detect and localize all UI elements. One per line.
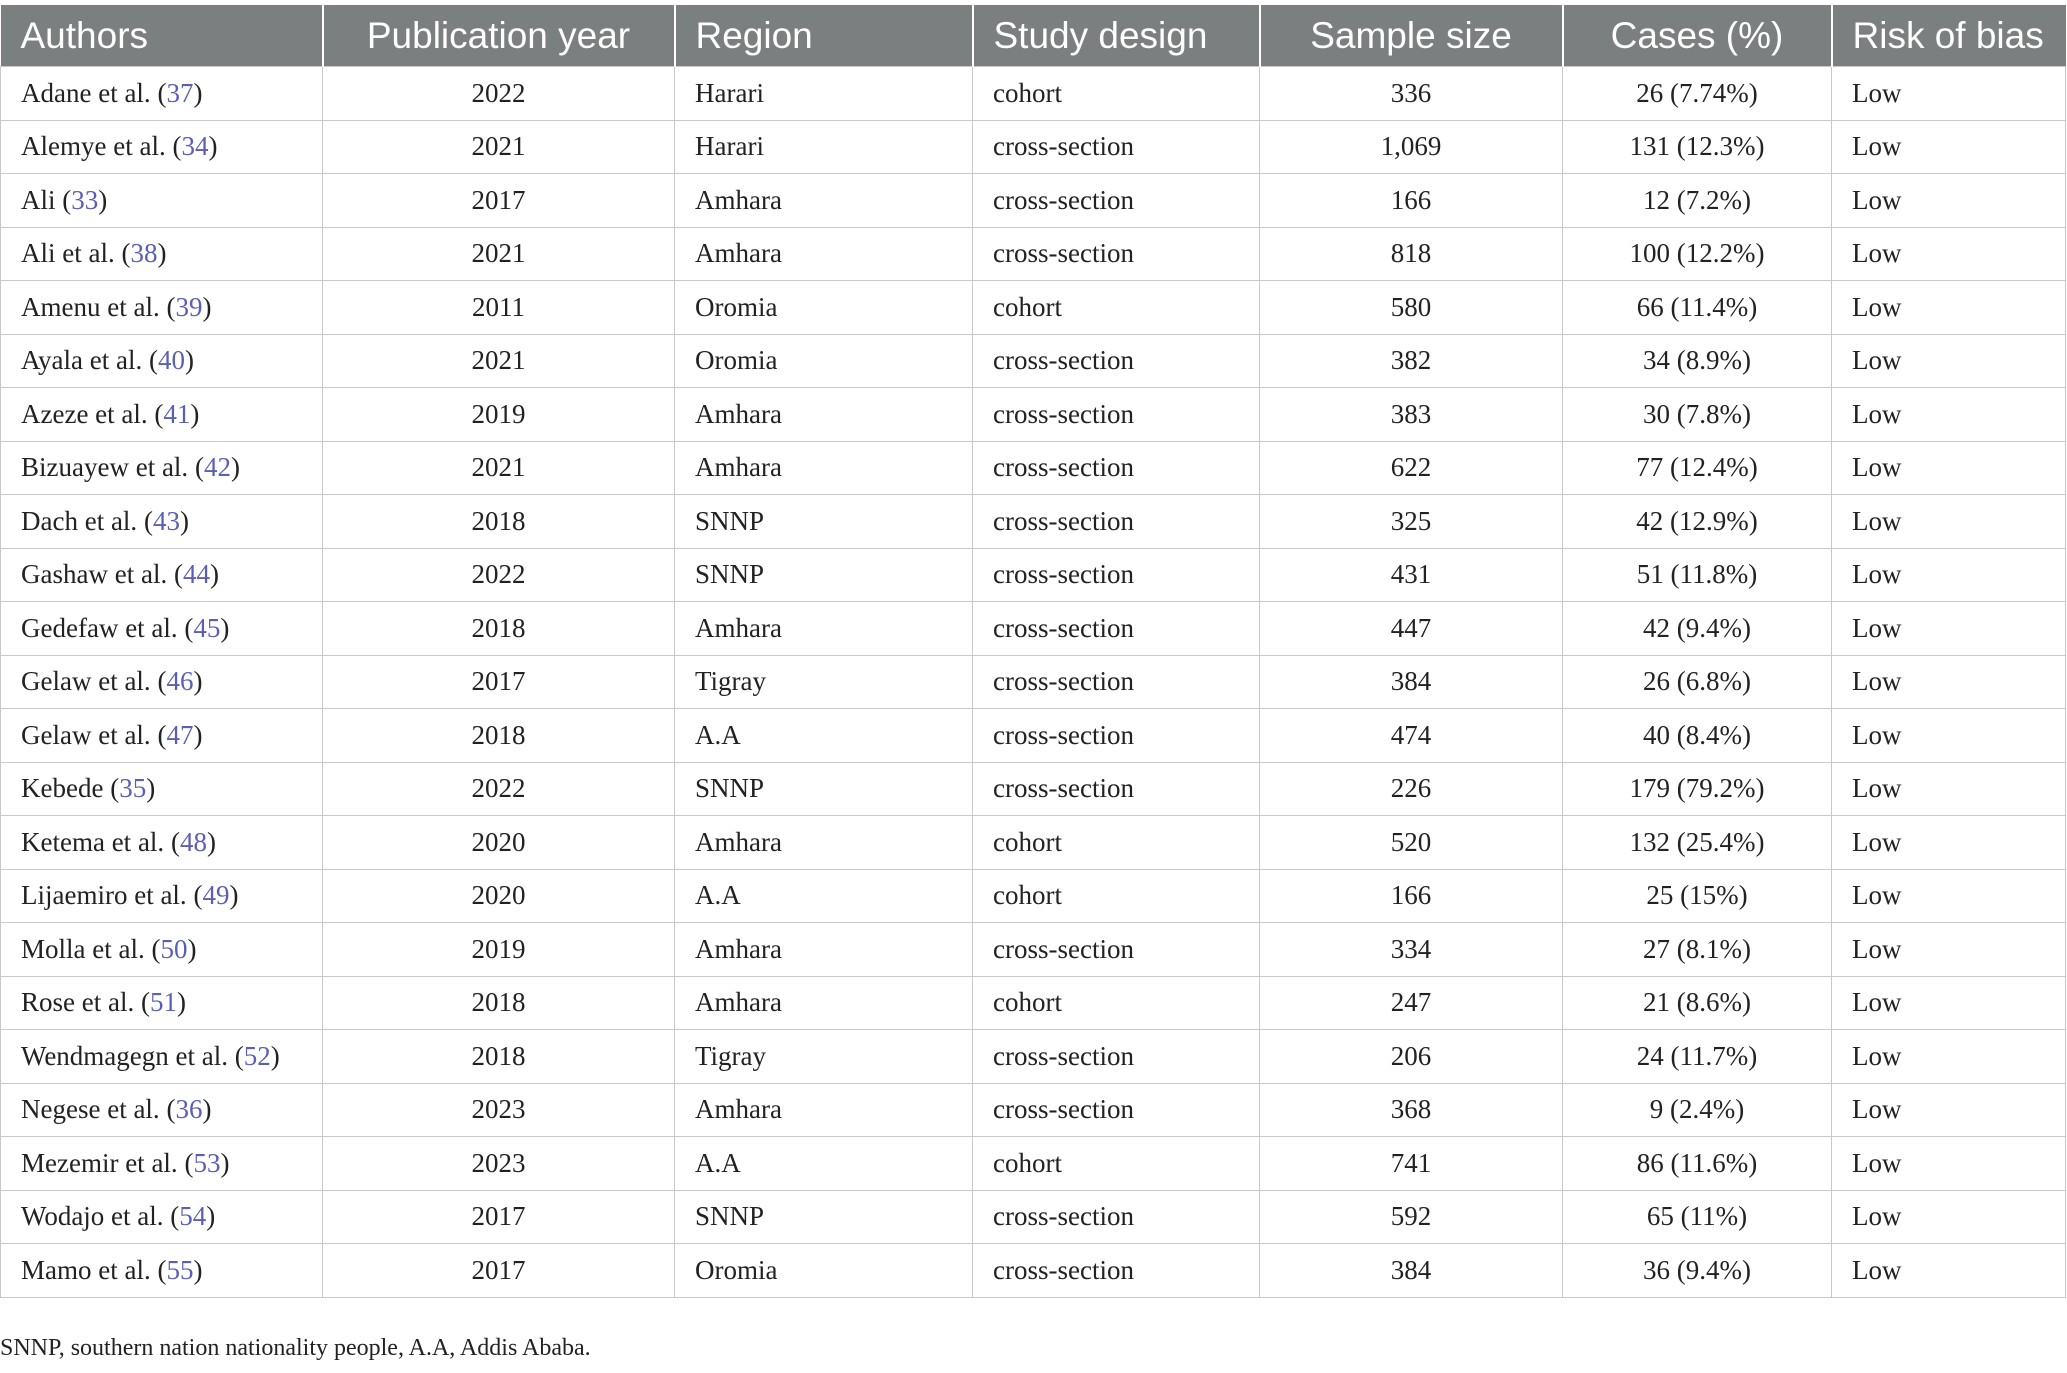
- author-name: Azeze et al.: [21, 398, 148, 429]
- cell-region: A.A: [675, 1137, 973, 1191]
- reference-link[interactable]: 50: [160, 933, 188, 964]
- header-region: Region: [675, 5, 973, 67]
- cell-region: Oromia: [675, 1244, 973, 1298]
- cell-region: Oromia: [675, 281, 973, 335]
- header-authors: Authors: [1, 5, 323, 67]
- cell-author: Ayala et al. (40): [1, 334, 323, 388]
- cell-region: Harari: [675, 67, 973, 121]
- cell-risk-of-bias: Low: [1832, 1083, 2066, 1137]
- cell-cases: 42 (12.9%): [1563, 495, 1832, 549]
- table-row: [1, 1244, 2066, 1298]
- author-name: Mamo et al.: [21, 1254, 151, 1285]
- cell-publication-year: 2021: [323, 334, 675, 388]
- cell-risk-of-bias: Low: [1832, 762, 2066, 816]
- header-risk-of-bias: Risk of bias: [1832, 5, 2066, 67]
- cell-risk-of-bias: Low: [1832, 976, 2066, 1030]
- reference-link[interactable]: 51: [149, 987, 177, 1018]
- cell-study-design: cohort: [973, 816, 1260, 870]
- table-row: [1, 602, 2066, 656]
- cell-author: Rose et al. (51): [1, 976, 323, 1030]
- cell-study-design: cohort: [973, 976, 1260, 1030]
- cell-sample-size: 580: [1260, 281, 1563, 335]
- cell-sample-size: 166: [1260, 174, 1563, 228]
- cell-cases: 26 (7.74%): [1563, 67, 1832, 121]
- cell-cases: 36 (9.4%): [1563, 1244, 1832, 1298]
- author-name: Wodajo et al.: [21, 1201, 164, 1232]
- cell-risk-of-bias: Low: [1832, 334, 2066, 388]
- cell-sample-size: 368: [1260, 1083, 1563, 1137]
- table-row: [1, 1083, 2066, 1137]
- cell-cases: 131 (12.3%): [1563, 120, 1832, 174]
- author-name: Molla et al.: [21, 933, 145, 964]
- reference-link[interactable]: 54: [179, 1201, 207, 1232]
- cell-publication-year: 2017: [323, 1190, 675, 1244]
- cell-region: SNNP: [675, 762, 973, 816]
- cell-risk-of-bias: Low: [1832, 655, 2066, 709]
- cell-study-design: cohort: [973, 869, 1260, 923]
- cell-study-design: cross-section: [973, 602, 1260, 656]
- table-row: [1, 923, 2066, 977]
- author-name: Gedefaw et al.: [21, 612, 178, 643]
- cell-sample-size: 592: [1260, 1190, 1563, 1244]
- table-row: [1, 281, 2066, 335]
- cell-study-design: cohort: [973, 281, 1260, 335]
- header-row: [1, 5, 2066, 67]
- cell-study-design: cross-section: [973, 227, 1260, 281]
- table-row: [1, 1190, 2066, 1244]
- author-name: Lijaemiro et al.: [21, 880, 187, 911]
- cell-sample-size: 166: [1260, 869, 1563, 923]
- cell-publication-year: 2020: [323, 869, 675, 923]
- cell-risk-of-bias: Low: [1832, 1030, 2066, 1084]
- author-name: Gashaw et al.: [21, 559, 168, 590]
- cell-risk-of-bias: Low: [1832, 869, 2066, 923]
- author-name: Mezemir et al.: [21, 1147, 178, 1178]
- reference-link[interactable]: 47: [166, 719, 194, 750]
- cell-author: Wendmagegn et al. (52): [1, 1030, 323, 1084]
- cell-region: Amhara: [675, 441, 973, 495]
- cell-risk-of-bias: Low: [1832, 923, 2066, 977]
- cell-sample-size: 622: [1260, 441, 1563, 495]
- cell-risk-of-bias: Low: [1832, 388, 2066, 442]
- author-name: Gelaw et al.: [21, 719, 151, 750]
- cell-sample-size: 474: [1260, 709, 1563, 763]
- cell-publication-year: 2017: [323, 655, 675, 709]
- author-name: Ali et al.: [21, 238, 115, 269]
- cell-author: Mamo et al. (55): [1, 1244, 323, 1298]
- cell-study-design: cross-section: [973, 1190, 1260, 1244]
- cell-risk-of-bias: Low: [1832, 227, 2066, 281]
- cell-author: Negese et al. (36): [1, 1083, 323, 1137]
- cell-risk-of-bias: Low: [1832, 174, 2066, 228]
- cell-author: Gashaw et al. (44): [1, 548, 323, 602]
- cell-region: A.A: [675, 709, 973, 763]
- cell-cases: 42 (9.4%): [1563, 602, 1832, 656]
- cell-publication-year: 2021: [323, 441, 675, 495]
- reference-link[interactable]: 44: [182, 559, 210, 590]
- table-row: [1, 174, 2066, 228]
- cell-publication-year: 2019: [323, 923, 675, 977]
- cell-cases: 179 (79.2%): [1563, 762, 1832, 816]
- cell-study-design: cross-section: [973, 923, 1260, 977]
- cell-sample-size: 384: [1260, 1244, 1563, 1298]
- author-name: Kebede: [21, 773, 104, 804]
- cell-author: Mezemir et al. (53): [1, 1137, 323, 1191]
- cell-author: Ketema et al. (48): [1, 816, 323, 870]
- table-body: [1, 67, 2066, 1298]
- cell-region: Oromia: [675, 334, 973, 388]
- cell-region: Amhara: [675, 1083, 973, 1137]
- cell-cases: 12 (7.2%): [1563, 174, 1832, 228]
- cell-author: Ali et al. (38): [1, 227, 323, 281]
- cell-region: Amhara: [675, 227, 973, 281]
- cell-author: Kebede (35): [1, 762, 323, 816]
- cell-study-design: cross-section: [973, 709, 1260, 763]
- cell-author: Alemye et al. (34): [1, 120, 323, 174]
- cell-region: Amhara: [675, 388, 973, 442]
- cell-risk-of-bias: Low: [1832, 120, 2066, 174]
- cell-sample-size: 336: [1260, 67, 1563, 121]
- cell-sample-size: 384: [1260, 655, 1563, 709]
- author-name: Ayala et al.: [21, 345, 143, 376]
- table-footnote: SNNP, southern nation nationality people, A.A, Addis Ababa.: [0, 1335, 591, 1361]
- author-name: Bizuayew et al.: [21, 452, 189, 483]
- cell-author: Gelaw et al. (46): [1, 655, 323, 709]
- cell-study-design: cross-section: [973, 334, 1260, 388]
- reference-link[interactable]: 55: [166, 1254, 194, 1285]
- reference-link[interactable]: 52: [243, 1040, 271, 1071]
- cell-risk-of-bias: Low: [1832, 281, 2066, 335]
- cell-study-design: cross-section: [973, 1244, 1260, 1298]
- cell-author: Amenu et al. (39): [1, 281, 323, 335]
- author-name: Amenu et al.: [21, 291, 160, 322]
- cell-risk-of-bias: Low: [1832, 67, 2066, 121]
- cell-study-design: cohort: [973, 67, 1260, 121]
- cell-region: Amhara: [675, 816, 973, 870]
- reference-link[interactable]: 49: [202, 880, 230, 911]
- cell-author: Azeze et al. (41): [1, 388, 323, 442]
- table-row: [1, 120, 2066, 174]
- reference-link[interactable]: 42: [203, 452, 231, 483]
- table-row: [1, 67, 2066, 121]
- cell-cases: 34 (8.9%): [1563, 334, 1832, 388]
- table-row: [1, 495, 2066, 549]
- table-row: [1, 227, 2066, 281]
- table-row: [1, 548, 2066, 602]
- cell-risk-of-bias: Low: [1832, 1190, 2066, 1244]
- cell-author: Molla et al. (50): [1, 923, 323, 977]
- cell-author: Bizuayew et al. (42): [1, 441, 323, 495]
- cell-cases: 51 (11.8%): [1563, 548, 1832, 602]
- cell-publication-year: 2018: [323, 976, 675, 1030]
- cell-study-design: cross-section: [973, 548, 1260, 602]
- author-name: Wendmagegn et al.: [21, 1040, 228, 1071]
- cell-region: Amhara: [675, 923, 973, 977]
- cell-publication-year: 2018: [323, 495, 675, 549]
- table-row: [1, 976, 2066, 1030]
- cell-sample-size: 226: [1260, 762, 1563, 816]
- author-name: Ali: [21, 184, 56, 215]
- cell-cases: 21 (8.6%): [1563, 976, 1832, 1030]
- cell-author: Dach et al. (43): [1, 495, 323, 549]
- cell-author: Wodajo et al. (54): [1, 1190, 323, 1244]
- cell-publication-year: 2023: [323, 1137, 675, 1191]
- cell-sample-size: 206: [1260, 1030, 1563, 1084]
- cell-risk-of-bias: Low: [1832, 548, 2066, 602]
- cell-sample-size: 818: [1260, 227, 1563, 281]
- cell-cases: 40 (8.4%): [1563, 709, 1832, 763]
- cell-publication-year: 2018: [323, 1030, 675, 1084]
- reference-link[interactable]: 36: [175, 1094, 203, 1125]
- cell-sample-size: 520: [1260, 816, 1563, 870]
- cell-publication-year: 2021: [323, 227, 675, 281]
- cell-region: Amhara: [675, 602, 973, 656]
- cell-region: Tigray: [675, 655, 973, 709]
- cell-study-design: cross-section: [973, 1030, 1260, 1084]
- table-row: [1, 441, 2066, 495]
- reference-link[interactable]: 34: [181, 131, 209, 162]
- cell-region: SNNP: [675, 548, 973, 602]
- cell-sample-size: 447: [1260, 602, 1563, 656]
- cell-author: Gelaw et al. (47): [1, 709, 323, 763]
- header-cases: Cases (%): [1563, 5, 1832, 67]
- author-name: Dach et al.: [21, 505, 138, 536]
- cell-study-design: cohort: [973, 1137, 1260, 1191]
- author-name: Ketema et al.: [21, 826, 165, 857]
- cell-risk-of-bias: Low: [1832, 441, 2066, 495]
- cell-sample-size: 741: [1260, 1137, 1563, 1191]
- reference-link[interactable]: 40: [157, 345, 185, 376]
- cell-publication-year: 2019: [323, 388, 675, 442]
- table-row: [1, 1137, 2066, 1191]
- cell-cases: 24 (11.7%): [1563, 1030, 1832, 1084]
- cell-author: Lijaemiro et al. (49): [1, 869, 323, 923]
- cell-publication-year: 2022: [323, 67, 675, 121]
- cell-risk-of-bias: Low: [1832, 495, 2066, 549]
- cell-study-design: cross-section: [973, 655, 1260, 709]
- table-row: [1, 388, 2066, 442]
- cell-author: Ali (33): [1, 174, 323, 228]
- cell-publication-year: 2022: [323, 548, 675, 602]
- reference-link[interactable]: 43: [152, 505, 180, 536]
- author-name: Gelaw et al.: [21, 666, 151, 697]
- author-name: Negese et al.: [21, 1094, 160, 1125]
- cell-region: SNNP: [675, 495, 973, 549]
- cell-risk-of-bias: Low: [1832, 1244, 2066, 1298]
- cell-region: Tigray: [675, 1030, 973, 1084]
- reference-link[interactable]: 35: [119, 773, 147, 804]
- cell-cases: 26 (6.8%): [1563, 655, 1832, 709]
- cell-author: Adane et al. (37): [1, 67, 323, 121]
- cell-study-design: cross-section: [973, 1083, 1260, 1137]
- cell-publication-year: 2020: [323, 816, 675, 870]
- cell-publication-year: 2018: [323, 602, 675, 656]
- cell-study-design: cross-section: [973, 441, 1260, 495]
- cell-cases: 65 (11%): [1563, 1190, 1832, 1244]
- author-name: Adane et al.: [21, 77, 151, 108]
- reference-link[interactable]: 33: [71, 184, 99, 215]
- cell-cases: 9 (2.4%): [1563, 1083, 1832, 1137]
- cell-sample-size: 382: [1260, 334, 1563, 388]
- cell-cases: 66 (11.4%): [1563, 281, 1832, 335]
- cell-sample-size: 325: [1260, 495, 1563, 549]
- cell-cases: 27 (8.1%): [1563, 923, 1832, 977]
- cell-risk-of-bias: Low: [1832, 816, 2066, 870]
- reference-link[interactable]: 45: [193, 612, 221, 643]
- cell-publication-year: 2017: [323, 1244, 675, 1298]
- cell-risk-of-bias: Low: [1832, 602, 2066, 656]
- cell-study-design: cross-section: [973, 120, 1260, 174]
- cell-sample-size: 383: [1260, 388, 1563, 442]
- reference-link[interactable]: 53: [193, 1147, 221, 1178]
- table-row: [1, 869, 2066, 923]
- cell-sample-size: 247: [1260, 976, 1563, 1030]
- table-row: [1, 1030, 2066, 1084]
- cell-author: Gedefaw et al. (45): [1, 602, 323, 656]
- study-characteristics-table: [0, 5, 2066, 1298]
- cell-region: Harari: [675, 120, 973, 174]
- cell-cases: 77 (12.4%): [1563, 441, 1832, 495]
- cell-study-design: cross-section: [973, 174, 1260, 228]
- author-name: Alemye et al.: [21, 131, 166, 162]
- cell-cases: 100 (12.2%): [1563, 227, 1832, 281]
- reference-link[interactable]: 37: [166, 77, 194, 108]
- table-row: [1, 655, 2066, 709]
- reference-link[interactable]: 39: [175, 291, 203, 322]
- table-row: [1, 334, 2066, 388]
- cell-publication-year: 2017: [323, 174, 675, 228]
- cell-publication-year: 2022: [323, 762, 675, 816]
- table-row: [1, 816, 2066, 870]
- cell-sample-size: 334: [1260, 923, 1563, 977]
- reference-link[interactable]: 38: [130, 238, 158, 269]
- reference-link[interactable]: 48: [179, 826, 207, 857]
- cell-cases: 132 (25.4%): [1563, 816, 1832, 870]
- cell-publication-year: 2011: [323, 281, 675, 335]
- cell-risk-of-bias: Low: [1832, 709, 2066, 763]
- cell-cases: 86 (11.6%): [1563, 1137, 1832, 1191]
- cell-region: Amhara: [675, 174, 973, 228]
- cell-publication-year: 2021: [323, 120, 675, 174]
- cell-study-design: cross-section: [973, 762, 1260, 816]
- header-publication-year: Publication year: [323, 5, 675, 67]
- reference-link[interactable]: 46: [166, 666, 194, 697]
- cell-publication-year: 2023: [323, 1083, 675, 1137]
- cell-cases: 25 (15%): [1563, 869, 1832, 923]
- author-name: Rose et al.: [21, 987, 135, 1018]
- cell-study-design: cross-section: [973, 495, 1260, 549]
- table-row: [1, 762, 2066, 816]
- cell-region: Amhara: [675, 976, 973, 1030]
- cell-risk-of-bias: Low: [1832, 1137, 2066, 1191]
- cell-study-design: cross-section: [973, 388, 1260, 442]
- cell-region: A.A: [675, 869, 973, 923]
- cell-sample-size: 1,069: [1260, 120, 1563, 174]
- header-sample-size: Sample size: [1260, 5, 1563, 67]
- cell-region: SNNP: [675, 1190, 973, 1244]
- header-study-design: Study design: [973, 5, 1260, 67]
- study-table-container: [0, 5, 2065, 1298]
- table-row: [1, 709, 2066, 763]
- cell-sample-size: 431: [1260, 548, 1563, 602]
- cell-publication-year: 2018: [323, 709, 675, 763]
- cell-cases: 30 (7.8%): [1563, 388, 1832, 442]
- reference-link[interactable]: 41: [163, 398, 191, 429]
